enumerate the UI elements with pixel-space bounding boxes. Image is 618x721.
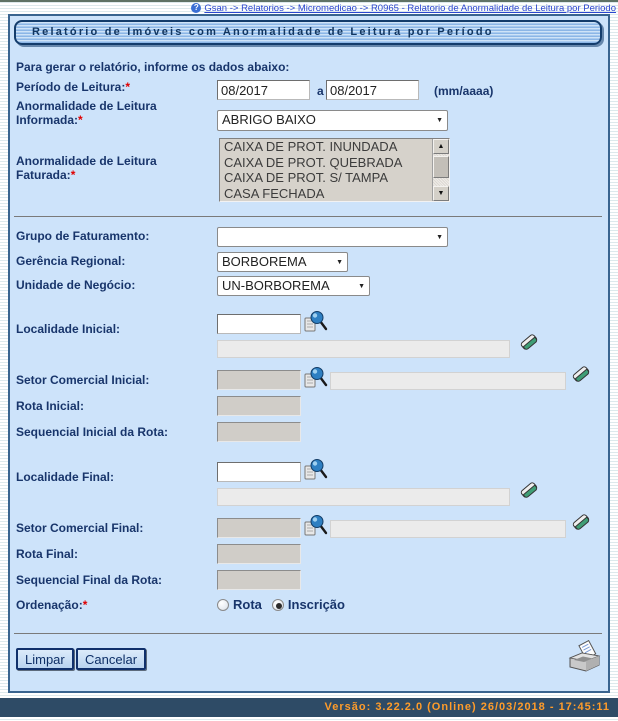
breadcrumb-bar xyxy=(0,2,618,14)
section-divider xyxy=(14,216,602,217)
required-asterisk: * xyxy=(125,80,131,94)
eraser-icon[interactable] xyxy=(518,478,540,502)
chevron-down-icon: ▼ xyxy=(436,234,443,241)
ordenacao-inscricao-radio[interactable] xyxy=(272,599,284,611)
anormalidade-informada-value: ABRIGO BAIXO xyxy=(222,112,316,127)
cancelar-button[interactable]: Cancelar xyxy=(76,648,146,670)
footer-divider xyxy=(14,633,602,634)
localidade-final-input[interactable] xyxy=(217,462,301,482)
sequencial-inicial-input[interactable] xyxy=(217,422,301,442)
search-icon[interactable] xyxy=(303,457,329,483)
help-icon[interactable]: ? xyxy=(191,3,201,13)
sequencial-final-input[interactable] xyxy=(217,570,301,590)
setor-comercial-inicial-description xyxy=(330,372,566,390)
setor-comercial-final-label: Setor Comercial Final: xyxy=(16,521,144,535)
version-bar xyxy=(0,698,618,717)
rota-final-label: Rota Final: xyxy=(16,547,78,561)
setor-comercial-final-input[interactable] xyxy=(217,518,301,538)
gerencia-regional-value: BORBOREMA xyxy=(222,254,307,269)
sequencial-final-label: Sequencial Final da Rota: xyxy=(16,573,163,587)
unidade-negocio-select[interactable] xyxy=(217,276,370,296)
page-title: Relatório de Imóveis com Anormalidade de Leitura por Período xyxy=(14,20,602,45)
search-icon[interactable] xyxy=(303,513,329,539)
limpar-button[interactable]: Limpar xyxy=(16,648,74,670)
localidade-inicial-description xyxy=(217,340,510,358)
setor-comercial-inicial-label: Setor Comercial Inicial: xyxy=(16,373,150,387)
rota-inicial-input[interactable] xyxy=(217,396,301,416)
version-text: Versão: 3.22.2.0 (Online) 26/03/2018 - 17:45:11 xyxy=(324,701,610,713)
listbox-scrollbar[interactable] xyxy=(432,139,449,201)
required-asterisk: * xyxy=(70,168,76,182)
ordenacao-rota-radio[interactable] xyxy=(217,599,229,611)
periodo-separator: a xyxy=(317,84,324,98)
ordenacao-rota-label: Rota xyxy=(233,597,262,612)
eraser-icon[interactable] xyxy=(518,330,540,354)
report-form-panel xyxy=(8,14,610,693)
ordenacao-inscricao-label: Inscrição xyxy=(287,597,345,612)
localidade-final-label: Localidade Final: xyxy=(16,470,115,484)
chevron-down-icon: ▼ xyxy=(436,117,443,124)
localidade-inicial-label: Localidade Inicial: xyxy=(16,322,121,336)
anormalidade-informada-select[interactable] xyxy=(217,110,448,131)
scroll-up-icon[interactable]: ▲ xyxy=(433,139,449,154)
grupo-faturamento-select[interactable] xyxy=(217,227,448,247)
rota-inicial-label: Rota Inicial: xyxy=(16,399,85,413)
localidade-inicial-input[interactable] xyxy=(217,314,301,334)
sequencial-inicial-label: Sequencial Inicial da Rota: xyxy=(16,425,169,439)
list-item[interactable]: CASA FECHADA xyxy=(224,185,325,201)
breadcrumb[interactable]: Gsan -> Relatorios -> Micromedicao -> R0965 - Relatorio de Anormalidade de Leitura por Periodo xyxy=(204,2,616,14)
rota-final-input[interactable] xyxy=(217,544,301,564)
required-asterisk: * xyxy=(82,598,88,612)
unidade-negocio-label: Unidade de Negócio: xyxy=(16,278,136,292)
anormalidade-informada-label: Anormalidade de Leitura Informada:* xyxy=(16,99,157,127)
ordenacao-label: Ordenação:* xyxy=(16,598,88,612)
search-icon[interactable] xyxy=(303,309,329,335)
list-item[interactable]: CAIXA DE PROT. INUNDADA xyxy=(224,139,398,154)
required-asterisk: * xyxy=(78,113,83,127)
chevron-down-icon: ▼ xyxy=(336,259,343,266)
search-icon[interactable] xyxy=(303,365,329,391)
scrollbar-thumb[interactable] xyxy=(433,156,449,178)
setor-comercial-inicial-input[interactable] xyxy=(217,370,301,390)
eraser-icon[interactable] xyxy=(570,362,592,386)
anormalidade-faturada-listbox[interactable] xyxy=(219,138,450,202)
gerencia-regional-label: Gerência Regional: xyxy=(16,254,126,268)
setor-comercial-final-description xyxy=(330,520,566,538)
periodo-from-input[interactable] xyxy=(217,80,310,100)
intro-text: Para gerar o relatório, informe os dados abaixo: xyxy=(16,60,290,74)
periodo-to-input[interactable] xyxy=(326,80,419,100)
scroll-down-icon[interactable]: ▼ xyxy=(433,186,449,201)
list-item[interactable]: CAIXA DE PROT. QUEBRADA xyxy=(224,154,403,170)
periodo-format-hint: (mm/aaaa) xyxy=(434,84,494,98)
periodo-label: Período de Leitura:* xyxy=(16,80,131,94)
localidade-final-description xyxy=(217,488,510,506)
unidade-negocio-value: UN-BORBOREMA xyxy=(222,278,330,293)
anormalidade-faturada-label: Anormalidade de Leitura Faturada:* xyxy=(16,154,157,182)
eraser-icon[interactable] xyxy=(570,510,592,534)
chevron-down-icon: ▼ xyxy=(358,283,365,290)
list-item[interactable]: CAIXA DE PROT. S/ TAMPA xyxy=(224,170,388,185)
gerencia-regional-select[interactable] xyxy=(217,252,348,272)
grupo-faturamento-label: Grupo de Faturamento: xyxy=(16,229,150,243)
print-icon[interactable] xyxy=(566,640,604,676)
